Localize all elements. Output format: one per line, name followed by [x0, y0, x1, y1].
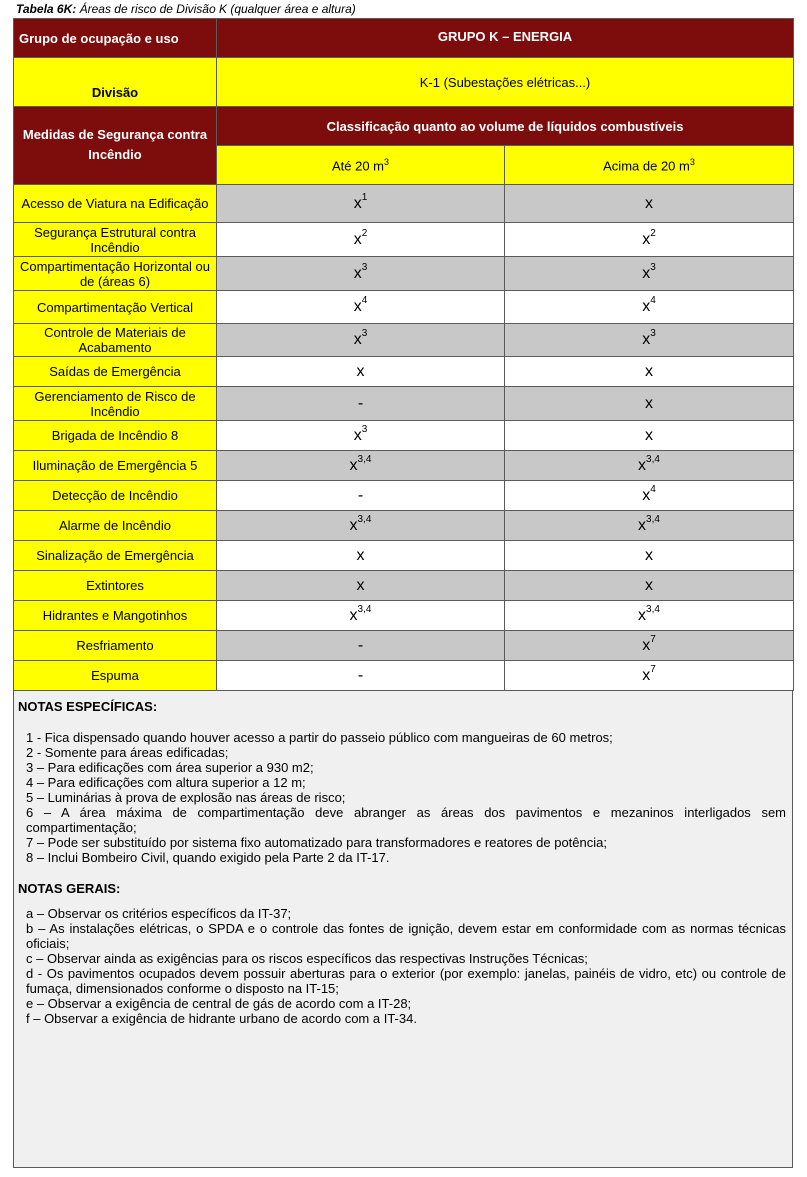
unit-superscript: 3: [384, 156, 390, 167]
cell-above-20: [505, 421, 794, 451]
note-ref: 3,4: [357, 513, 372, 525]
cell-above-20: [505, 631, 794, 661]
measure-label: [14, 451, 217, 481]
mark: x: [642, 230, 651, 248]
mark: x: [645, 546, 653, 564]
cell-up-to-20: [217, 541, 505, 571]
note-ref: 3,4: [646, 513, 660, 525]
table-row: [14, 291, 794, 324]
mark: -: [357, 486, 364, 504]
measure-label: [14, 223, 217, 257]
cell-up-to-20: [217, 481, 505, 511]
mark: x: [642, 486, 651, 504]
note-ref: 3,4: [357, 603, 372, 615]
note-item: e – Observar a exigência de central de gás de acordo com a IT-28;: [26, 996, 412, 1011]
measure-label-text: Alarme de Incêndio: [58, 518, 171, 533]
specific-notes-list: [18, 730, 786, 865]
mark: x: [356, 362, 365, 380]
cell-up-to-20: [217, 387, 505, 421]
measure-label-text: Saídas de Emergência: [49, 364, 181, 379]
mark: x: [349, 456, 358, 474]
mark: x: [638, 606, 647, 624]
measure-label: [14, 511, 217, 541]
note-ref: 2: [650, 227, 656, 239]
cell-up-to-20: [217, 451, 505, 481]
note-ref: 3: [361, 328, 368, 339]
note-ref: 4: [650, 295, 656, 306]
cell-up-to-20: [217, 324, 505, 357]
measure-label: [14, 185, 217, 223]
measure-label: [14, 481, 217, 511]
note-item: f – Observar a exigência de hidrante urbano de acordo com a IT-34.: [26, 1011, 417, 1026]
table-row: [14, 324, 794, 357]
mark: x: [353, 194, 362, 212]
table-row: [14, 571, 794, 601]
classification-row: [14, 107, 794, 146]
measure-label-text: Compartimentação Vertical: [36, 299, 194, 315]
table-row: [14, 223, 794, 257]
measure-label-text: Brigada de Incêndio 8: [51, 428, 179, 443]
measure-label: [14, 257, 217, 291]
cell-up-to-20: [217, 291, 505, 324]
note-item: a – Observar os critérios específicos da IT-37;: [26, 906, 292, 921]
mark: -: [357, 666, 364, 684]
table-row: [14, 257, 794, 291]
group-row: [14, 19, 794, 58]
mark: x: [353, 264, 362, 282]
table-row: [14, 357, 794, 387]
mark: x: [349, 606, 358, 624]
note-item: c – Observar ainda as exigências para os riscos específicos das respectivas Instruções Técnicas;: [26, 951, 588, 966]
note-item: 5 – Luminárias à prova de explosão nas áreas de risco;: [26, 790, 346, 805]
table-row: [14, 601, 794, 631]
cell-above-20: [505, 257, 794, 291]
mark: x: [353, 298, 362, 315]
table-number: Tabela 6K:: [16, 2, 77, 16]
cell-up-to-20: [217, 631, 505, 661]
measure-label: [14, 661, 217, 691]
measure-label-text: Acesso de Viatura na Edificação: [21, 196, 209, 211]
table-row: [14, 387, 794, 421]
cell-up-to-20: [217, 661, 505, 691]
mark: x: [645, 194, 653, 212]
note-item: 8 – Inclui Bombeiro Civil, quando exigido pela Parte 2 da IT-17.: [26, 850, 390, 865]
cell-up-to-20: [217, 223, 505, 257]
measure-label-text: Extintores: [86, 578, 144, 593]
note-ref: 7: [650, 663, 656, 675]
measure-label: [14, 601, 217, 631]
measure-label-text: Iluminação de Emergência 5: [32, 458, 198, 473]
note-item: 4 – Para edificações com altura superior a 12 m;: [26, 775, 306, 790]
measure-label-text: Sinalização de Emergência: [36, 548, 194, 563]
note-ref: 3: [361, 423, 368, 435]
mark: x: [645, 362, 653, 380]
division-value: K-1 (Subestações elétricas...): [217, 58, 794, 107]
cell-above-20: [505, 185, 794, 223]
cell-above-20: [505, 324, 794, 357]
cell-above-20: [505, 601, 794, 631]
mark: x: [353, 230, 362, 248]
measure-label: [14, 541, 217, 571]
note-item: 3 – Para edificações com área superior a 930 m2;: [26, 760, 314, 775]
table-row: [14, 661, 794, 691]
cell-above-20: [505, 511, 794, 541]
group-value: GRUPO K – ENERGIA: [217, 19, 794, 58]
note-item: d - Os pavimentos ocupados devem possuir aberturas para o exterior (por exemplo: janelas, painéis de vidro, etc) ou controle de fumaça, dimensionados conforme o disposto na IT-15;: [26, 966, 786, 996]
measure-label-text: Controle de Materiais de Acabamento: [44, 325, 186, 355]
measure-label-text: Gerenciamento de Risco de Incêndio: [34, 388, 196, 419]
mark: x: [638, 456, 647, 474]
cell-up-to-20: [217, 357, 505, 387]
measure-label: [14, 421, 217, 451]
note-item: 7 – Pode ser substituído por sistema fixo automatizado para transformadores e reatores de potência;: [26, 835, 607, 850]
notes-panel: [13, 691, 793, 1168]
division-row: [14, 58, 794, 107]
note-ref: 1: [361, 191, 368, 203]
measure-label: [14, 631, 217, 661]
mark: x: [353, 426, 362, 444]
column-above-20-label: Acima de 20 m: [603, 158, 690, 174]
measures-label: Medidas de Segurança contra Incêndio: [14, 107, 217, 185]
safety-measures-table: [13, 18, 794, 691]
note-item: 2 - Somente para áreas edificadas;: [26, 745, 229, 760]
cell-up-to-20: [217, 257, 505, 291]
table-row: [14, 511, 794, 541]
general-notes-list: [18, 906, 786, 1026]
cell-up-to-20: [217, 421, 505, 451]
mark: x: [645, 426, 653, 444]
measure-label: [14, 357, 217, 387]
mark: x: [642, 264, 651, 282]
table-row: [14, 421, 794, 451]
table-row: [14, 185, 794, 223]
mark: x: [645, 394, 653, 412]
division-label: Divisão: [14, 58, 217, 107]
mark: x: [642, 298, 651, 315]
specific-notes-heading: NOTAS ESPECÍFICAS:: [18, 699, 158, 714]
cell-above-20: [505, 387, 794, 421]
column-above-20: [505, 146, 794, 185]
cell-above-20: [505, 661, 794, 691]
mark: x: [642, 666, 651, 684]
measure-label: [14, 387, 217, 421]
cell-up-to-20: [217, 601, 505, 631]
cell-above-20: [505, 571, 794, 601]
mark: x: [349, 516, 358, 534]
note-ref: 3: [361, 261, 368, 273]
column-up-to-20-label: Até 20 m: [331, 158, 384, 174]
cell-above-20: [505, 451, 794, 481]
note-ref: 7: [650, 633, 656, 645]
measure-label-text: Espuma: [91, 668, 139, 683]
table-row: [14, 451, 794, 481]
measure-label-text: Detecção de Incêndio: [52, 488, 178, 503]
measure-label-text: Compartimentação Horizontal ou de (áreas 6): [19, 258, 211, 289]
note-ref: 3,4: [646, 603, 660, 615]
cell-above-20: [505, 291, 794, 324]
table-caption: Áreas de risco de Divisão K (qualquer área e altura): [79, 2, 356, 16]
mark: x: [356, 576, 365, 594]
cell-above-20: [505, 223, 794, 257]
mark: x: [356, 546, 365, 564]
mark: x: [645, 576, 653, 594]
measure-label-text: Segurança Estrutural contra Incêndio: [34, 224, 196, 255]
cell-up-to-20: [217, 571, 505, 601]
measure-label-text: Resfriamento: [76, 638, 154, 653]
note-item: 6 – A área máxima de compartimentação deve abranger as áreas dos pavimentos e mezaninos interligados sem compartimentação;: [26, 805, 786, 835]
classification-label: Classificação quanto ao volume de líquidos combustíveis: [217, 107, 794, 146]
measure-label: [14, 571, 217, 601]
note-ref: 3: [650, 328, 656, 339]
cell-above-20: [505, 481, 794, 511]
note-ref: 3,4: [646, 453, 660, 465]
cell-up-to-20: [217, 511, 505, 541]
mark: x: [638, 516, 647, 534]
general-notes-heading: NOTAS GERAIS:: [18, 881, 121, 896]
table-row: [14, 481, 794, 511]
note-ref: 3: [650, 261, 656, 273]
group-label: Grupo de ocupação e uso: [14, 19, 217, 58]
note-ref: 4: [361, 295, 368, 306]
cell-up-to-20: [217, 185, 505, 223]
mark: -: [357, 394, 364, 412]
measure-label: [14, 324, 217, 357]
table-row: [14, 541, 794, 571]
mark: x: [642, 331, 651, 348]
note-ref: 4: [650, 483, 656, 495]
column-up-to-20: [217, 146, 505, 185]
measures-rows: [14, 185, 794, 691]
measure-label-text: Hidrantes e Mangotinhos: [42, 608, 188, 623]
measure-label: [14, 291, 217, 324]
table-row: [14, 631, 794, 661]
cell-above-20: [505, 541, 794, 571]
mark: -: [357, 636, 364, 654]
note-ref: 2: [361, 227, 368, 239]
table-title: [16, 2, 356, 16]
note-item: b – As instalações elétricas, o SPDA e o controle das fontes de ignição, devem estar em conformidade com as normas técnicas oficiais;: [26, 921, 786, 951]
note-item: 1 - Fica dispensado quando houver acesso a partir do passeio público com mangueiras de 60 metros;: [26, 730, 613, 745]
table-container: [13, 18, 793, 1168]
note-ref: 3,4: [357, 453, 372, 465]
mark: x: [353, 331, 362, 348]
unit-superscript: 3: [689, 156, 695, 167]
mark: x: [642, 636, 651, 654]
cell-above-20: [505, 357, 794, 387]
